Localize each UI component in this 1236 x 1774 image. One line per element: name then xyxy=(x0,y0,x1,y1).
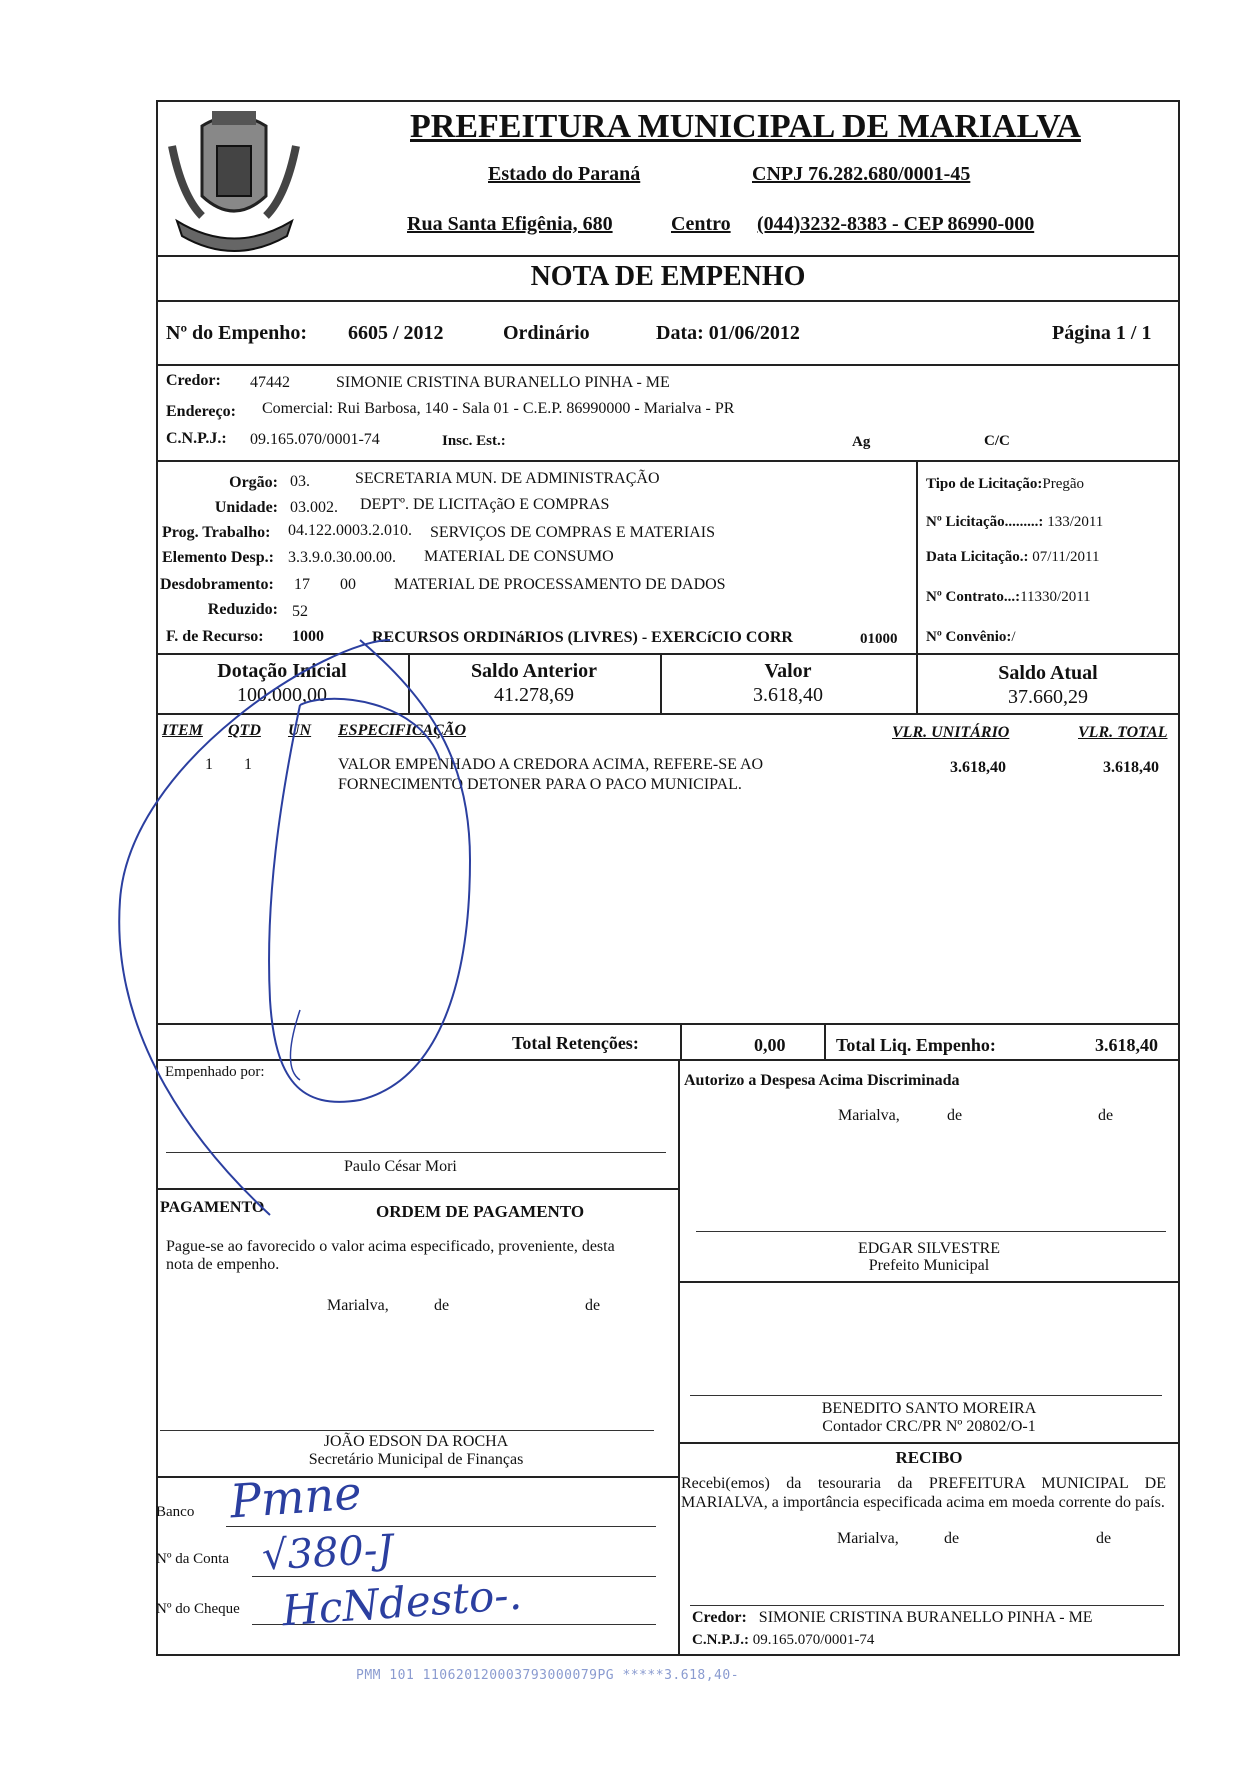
insc-label: Insc. Est.: xyxy=(442,433,506,449)
recibo-place: Marialva, xyxy=(837,1530,899,1547)
signature-line xyxy=(696,1231,1166,1232)
autorizo-de1: de xyxy=(947,1107,963,1124)
divider xyxy=(156,1059,1180,1061)
unidade-label: Unidade: xyxy=(214,499,278,516)
page-number: Página 1 / 1 xyxy=(1052,322,1152,344)
divider xyxy=(156,1188,678,1190)
licitacao-data-value: 07/11/2011 xyxy=(1032,549,1100,565)
secretary-name: JOÃO EDSON DA ROCHA xyxy=(323,1433,509,1450)
unidade-code: 03.002. xyxy=(290,499,338,516)
licitacao-convenio xyxy=(926,629,1016,646)
credor-name: SIMONIE CRISTINA BURANELLO PINHA - ME xyxy=(336,374,670,391)
accountant-role: Contador CRC/PR Nº 20802/O-1 xyxy=(822,1418,1036,1435)
saldo-atual-value: 37.660,29 xyxy=(1008,686,1088,708)
licitacao-tipo-value: Pregão xyxy=(1042,476,1085,492)
divider xyxy=(156,1023,1180,1025)
licitacao-tipo xyxy=(926,476,1084,493)
saldo-anterior-label: Saldo Anterior xyxy=(470,660,598,682)
recurso-label: F. de Recurso: xyxy=(166,628,264,645)
banco-line xyxy=(226,1526,656,1527)
state-label: Estado do Paraná xyxy=(488,163,641,185)
licitacao-num xyxy=(926,514,1103,531)
district: Centro xyxy=(671,213,731,235)
desd-label: Desdobramento: xyxy=(160,576,274,593)
item-espec-line1: VALOR EMPENHADO A CREDORA ACIMA, REFERE-SE AO xyxy=(338,756,764,773)
prog-code: 04.122.0003.2.010. xyxy=(288,522,412,539)
col-un: UN xyxy=(288,722,312,739)
licitacao-num-label: Nº Licitação.........: xyxy=(926,514,1044,530)
orgao-label: Orgão: xyxy=(229,474,278,491)
elem-label: Elemento Desp.: xyxy=(162,549,274,566)
divider xyxy=(680,1023,682,1059)
elem-code: 3.3.9.0.30.00.00. xyxy=(288,549,396,566)
municipality-title: PREFEITURA MUNICIPAL DE MARIALVA xyxy=(410,108,1081,145)
phone-cep: (044)3232-8383 - CEP 86990-000 xyxy=(757,213,1035,235)
divider xyxy=(156,300,1180,302)
total-liq-value: 3.618,40 xyxy=(1095,1035,1158,1055)
recibo-title: RECIBO xyxy=(895,1448,963,1467)
coat-of-arms-icon xyxy=(162,106,307,256)
recibo-credor-label: Credor: xyxy=(692,1609,747,1626)
orgao-name: SECRETARIA MUN. DE ADMINISTRAÇÃO xyxy=(355,470,660,487)
elem-name: MATERIAL DE CONSUMO xyxy=(424,548,614,565)
recibo-text: Recebi(emos) da tesouraria da PREFEITURA MUNICIPAL DE MARIALVA, a importância especificada acima em moeda corrente do país. xyxy=(681,1475,1166,1511)
recibo-cnpj-label: C.N.P.J.: xyxy=(692,1632,749,1648)
empenho-number-label: Nº do Empenho: xyxy=(166,322,308,344)
cnpj-label: C.N.P.J.: xyxy=(166,430,227,447)
item-unit-value: 3.618,40 xyxy=(950,759,1006,776)
autorizo-place: Marialva, xyxy=(838,1107,900,1124)
pagamento-de1: de xyxy=(434,1297,450,1314)
accountant-name: BENEDITO SANTO MOREIRA xyxy=(821,1400,1037,1417)
autorizo-de2: de xyxy=(1098,1107,1114,1124)
col-total: VLR. TOTAL xyxy=(1078,724,1168,741)
divider xyxy=(678,1281,1180,1283)
licitacao-tipo-label: Tipo de Licitação: xyxy=(926,476,1043,492)
total-retencoes-label: Total Retenções: xyxy=(512,1033,639,1053)
divider xyxy=(678,1442,1180,1444)
prog-label: Prog. Trabalho: xyxy=(162,524,271,541)
recurso-code2: 01000 xyxy=(860,631,898,647)
col-unit: VLR. UNITÁRIO xyxy=(892,724,1010,741)
unidade-name: DEPTº. DE LICITAçãO E COMPRAS xyxy=(360,496,610,513)
recibo-de1: de xyxy=(944,1530,960,1547)
pagamento-text-line1: Pague-se ao favorecido o valor acima especificado, proveniente, desta xyxy=(166,1238,615,1255)
credor-cnpj: 09.165.070/0001-74 xyxy=(250,431,380,448)
desd-code2: 00 xyxy=(340,576,356,593)
divider xyxy=(156,364,1180,366)
ordem-pagamento-title: ORDEM DE PAGAMENTO xyxy=(376,1202,585,1221)
reduzido-label: Reduzido: xyxy=(207,601,278,618)
licitacao-data-label: Data Licitação.: xyxy=(926,549,1029,565)
recibo-credor xyxy=(692,1609,1093,1627)
divider xyxy=(824,1023,826,1059)
doc-title: NOTA DE EMPENHO xyxy=(530,261,806,292)
divider xyxy=(156,255,1180,257)
recibo-cnpj-value: 09.165.070/0001-74 xyxy=(752,1632,875,1648)
cheque-label: Nº do Cheque xyxy=(156,1601,240,1617)
pagamento-text-line2: nota de empenho. xyxy=(166,1256,280,1273)
dotacao-inicial-label: Dotação Inicial xyxy=(217,660,347,682)
secretary-role: Secretário Municipal de Finanças xyxy=(308,1451,524,1468)
empenho-type: Ordinário xyxy=(503,322,590,344)
divider xyxy=(678,1059,680,1656)
credor-address: Comercial: Rui Barbosa, 140 - Sala 01 - C.E.P. 86990000 - Marialva - PR xyxy=(262,400,735,417)
footer-code: PMM 101 110620120003793000079PG *****3.618,40- xyxy=(356,1668,740,1683)
item-total-value: 3.618,40 xyxy=(1103,759,1159,776)
handwritten-bank: Pmne xyxy=(228,1465,364,1529)
ag-label: Ag xyxy=(852,434,871,450)
divider xyxy=(156,713,1180,715)
col-item: ITEM xyxy=(162,722,203,739)
signature-line xyxy=(690,1395,1162,1396)
desd-code1: 17 xyxy=(294,576,310,593)
desd-name: MATERIAL DE PROCESSAMENTO DE DADOS xyxy=(394,576,726,593)
cc-label: C/C xyxy=(984,433,1010,449)
total-retencoes-value: 0,00 xyxy=(754,1035,786,1055)
total-liq-label: Total Liq. Empenho: xyxy=(836,1035,996,1055)
handwritten-cheque: HcNdesto-. xyxy=(280,1569,524,1636)
municipality-cnpj: CNPJ 76.282.680/0001-45 xyxy=(752,163,971,185)
valor-label: Valor xyxy=(764,660,812,682)
item-number: 1 xyxy=(205,756,213,773)
conta-label: Nº da Conta xyxy=(156,1551,229,1567)
prog-name: SERVIÇOS DE COMPRAS E MATERIAIS xyxy=(430,524,715,541)
credor-label: Credor: xyxy=(166,372,221,389)
item-qtd: 1 xyxy=(244,756,252,773)
signature-line xyxy=(166,1152,666,1153)
divider xyxy=(916,460,918,653)
pagamento-place: Marialva, xyxy=(327,1297,389,1314)
item-espec-line2: FORNECIMENTO DETONER PARA O PACO MUNICIPAL. xyxy=(338,776,742,793)
empenhado-label: Empenhado por: xyxy=(165,1064,265,1080)
address-label: Endereço: xyxy=(166,403,236,420)
col-espec: ESPECIFICAÇÃO xyxy=(338,722,467,739)
divider xyxy=(156,653,1180,655)
banco-label: Banco xyxy=(156,1504,195,1520)
saldo-anterior-value: 41.278,69 xyxy=(494,684,574,706)
recibo-de2: de xyxy=(1096,1530,1112,1547)
licitacao-num-value: 133/2011 xyxy=(1047,514,1104,530)
licitacao-contrato xyxy=(926,589,1091,606)
pagamento-label: PAGAMENTO xyxy=(160,1199,265,1216)
pagamento-de2: de xyxy=(585,1297,601,1314)
licitacao-convenio-label: Nº Convênio: xyxy=(926,629,1012,645)
saldo-atual-label: Saldo Atual xyxy=(998,662,1098,684)
signature-line xyxy=(690,1605,1164,1606)
recurso-name: RECURSOS ORDINáRIOS (LIVRES) - EXERCíCIO CORR xyxy=(372,629,793,646)
licitacao-data xyxy=(926,549,1099,566)
recurso-code: 1000 xyxy=(292,628,324,645)
autorizo-title: Autorizo a Despesa Acima Discriminada xyxy=(684,1072,960,1089)
orgao-code: 03. xyxy=(290,473,310,490)
col-qtd: QTD xyxy=(228,722,261,739)
empenhado-name: Paulo César Mori xyxy=(344,1158,457,1175)
licitacao-contrato-label: Nº Contrato...: xyxy=(926,589,1021,605)
credor-code: 47442 xyxy=(250,374,290,391)
dotacao-inicial-value: 100.000,00 xyxy=(237,684,327,706)
mayor-role: Prefeito Municipal xyxy=(868,1257,990,1274)
recibo-credor-name: SIMONIE CRISTINA BURANELLO PINHA - ME xyxy=(758,1609,1093,1626)
recibo-cnpj xyxy=(692,1632,874,1649)
valor-value: 3.618,40 xyxy=(753,684,823,706)
divider xyxy=(156,460,1180,462)
mayor-name: EDGAR SILVESTRE xyxy=(857,1240,1001,1257)
empenho-date: Data: 01/06/2012 xyxy=(656,322,800,344)
street-address: Rua Santa Efigênia, 680 xyxy=(407,213,613,235)
handwritten-account: √380-J xyxy=(260,1526,395,1580)
licitacao-convenio-value: / xyxy=(1011,629,1016,645)
licitacao-contrato-value: 11330/2011 xyxy=(1020,589,1091,605)
empenho-number: 6605 / 2012 xyxy=(348,322,444,344)
reduzido-value: 52 xyxy=(292,603,308,620)
signature-line xyxy=(160,1430,654,1431)
